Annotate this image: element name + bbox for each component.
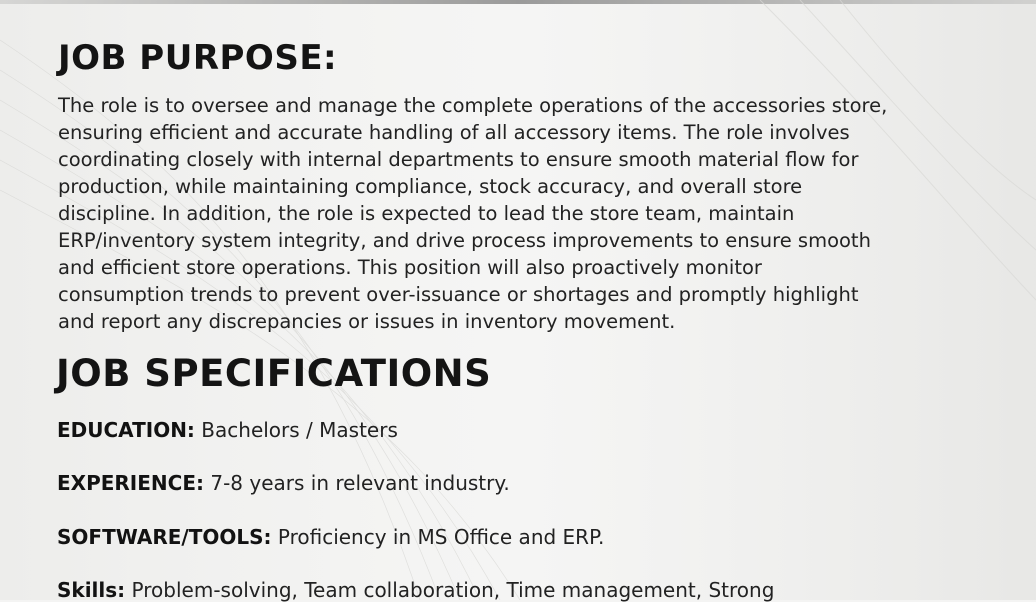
software-tools-value: Proficiency in MS Office and ERP. bbox=[277, 525, 605, 549]
skills-row bbox=[57, 578, 774, 602]
education-row bbox=[57, 418, 398, 442]
education-value: Bachelors / Masters bbox=[201, 418, 398, 442]
experience-label: EXPERIENCE: bbox=[57, 471, 204, 495]
job-purpose-line: The role is to oversee and manage the complete operations of the accessories store, bbox=[58, 94, 888, 117]
job-purpose-line: consumption trends to prevent over-issuance or shortages and promptly highlight bbox=[58, 283, 859, 306]
job-purpose-line: ensuring efficient and accurate handling of all accessory items. The role involves bbox=[58, 121, 850, 144]
job-purpose-paragraph bbox=[58, 92, 887, 335]
job-purpose-line: and efficient store operations. This position will also proactively monitor bbox=[58, 256, 762, 279]
job-purpose-line: coordinating closely with internal departments to ensure smooth material flow for bbox=[58, 148, 859, 171]
skills-label: Skills: bbox=[57, 578, 126, 602]
job-purpose-line: ERP/inventory system integrity, and drive process improvements to ensure smooth bbox=[58, 229, 871, 252]
software-tools-label: SOFTWARE/TOOLS: bbox=[57, 525, 272, 549]
software-tools-row bbox=[57, 525, 604, 549]
job-purpose-heading: JOB PURPOSE: bbox=[58, 38, 338, 78]
job-purpose-line: and report any discrepancies or issues in inventory movement. bbox=[58, 310, 676, 333]
skills-value: Problem-solving, Team collaboration, Time management, Strong bbox=[131, 578, 775, 602]
job-purpose-line: production, while maintaining compliance, stock accuracy, and overall store bbox=[58, 175, 803, 198]
experience-value: 7-8 years in relevant industry. bbox=[210, 471, 510, 495]
job-specifications-heading: JOB SPECIFICATIONS bbox=[56, 352, 492, 395]
experience-row bbox=[57, 471, 510, 495]
education-label: EDUCATION: bbox=[57, 418, 195, 442]
job-purpose-line: discipline. In addition, the role is expected to lead the store team, maintain bbox=[58, 202, 795, 225]
